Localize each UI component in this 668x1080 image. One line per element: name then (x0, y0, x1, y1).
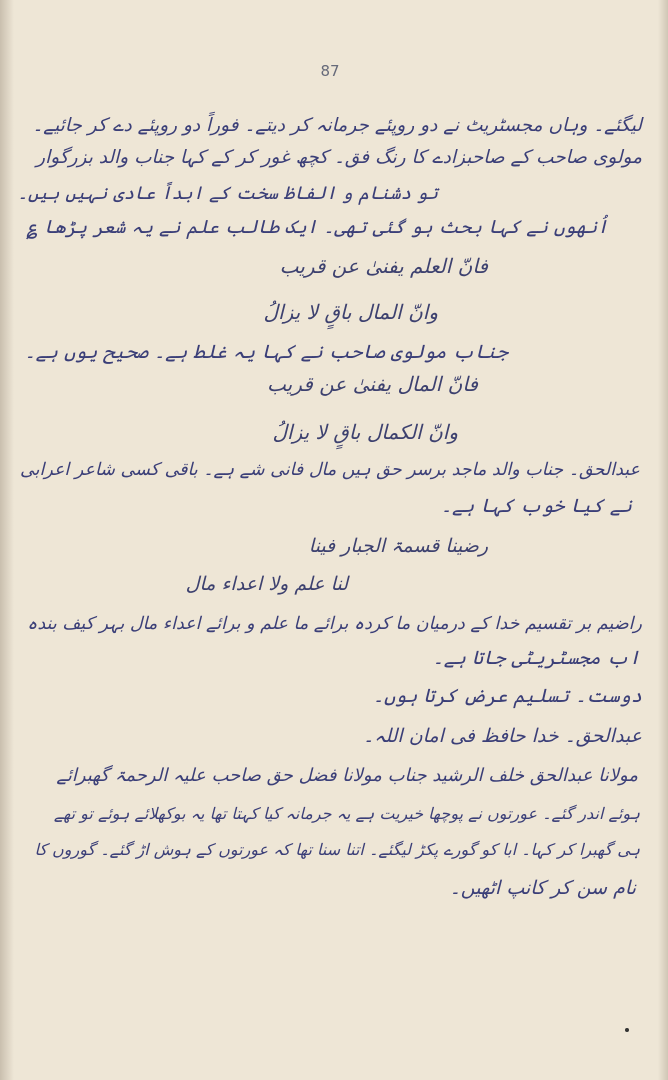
verse-line: رضینا قسمۃ الجبار فینا (308, 535, 488, 557)
text-line: تو دشنام و الفاظ سخت کے ابداً عادی نہیں ہیں۔ (17, 183, 438, 204)
text-line: لیگئے۔ وہاں مجسٹریٹ نے دو روپئے جرمانہ کر دیتے۔ فوراً دو روپئے دے کر جائیے۔ (32, 115, 642, 136)
verse-line: فانّ المال یفنیٰ عن قریب (267, 372, 478, 396)
text-line: ہوئے اندر گئے۔ عورتوں نے پوچھا خیریت ہے یہ جرمانہ کیا کہتا تھا یہ بوکھلائے ہوئے تو تھے (53, 804, 640, 823)
text-line: مولانا عبدالحق خلف الرشید جناب مولانا فضل حق صاحب علیہ الرحمۃ گھبرائے (56, 765, 638, 786)
text-line: ہی گھبرا کر کہا۔ ابا کو گورے پکڑ لیگئے۔ اتنا سنا تھا کہ عورتوں کے ہوش اڑ گئے۔ گوروں کا (34, 840, 640, 859)
verse-line: وانّ المال باقٍ لا یزالُ (263, 300, 438, 324)
text-line: راضیم بر تقسیم خدا کے درمیان ما کردہ برائے ما علم و برائے اعداء مال بہر کیف بندہ (27, 614, 642, 634)
page-edge-left (0, 0, 14, 1080)
page-edge-right (658, 0, 668, 1080)
text-line: نام سن کر کانپ اٹھیں۔ (449, 877, 636, 899)
text-line: عبدالحق۔ خدا حافظ فی امان اللہ۔ (363, 725, 642, 747)
verse-line: وانّ الکمال باقٍ لا یزالُ (272, 420, 458, 444)
text-line: اُنھوں نے کہا بحث ہو گئی تھی۔ ایک طالب علم نے یہ شعر پڑھا ؏ (27, 217, 608, 238)
text-line: اب مجسٹریٹی جاتا ہے۔ (432, 647, 640, 669)
verse-line: لنا علم ولا اعداء مال (185, 573, 348, 595)
verse-line: فانّ العلم یفنیٰ عن قریب (279, 254, 488, 278)
text-line: دوست۔ تسلیم عرض کرتا ہوں۔ (372, 685, 642, 707)
text-line: مولوی صاحب کے صاحبزادے کا رنگ فق۔ کچھ غور کر کے کہا جناب والد بزرگوار (36, 147, 642, 168)
text-line: عبدالحق۔ جناب والد ماجد برسر حق ہیں مال فانی شے ہے۔ باقی کسی شاعر اعرابی (20, 460, 640, 480)
page-number: 87 (320, 62, 340, 80)
text-line: نے کیا خوب کہا ہے۔ (440, 495, 632, 517)
scan-speck (625, 1028, 629, 1032)
text-line: جناب مولوی صاحب نے کہا یہ غلط ہے۔ صحیح یوں ہے۔ (24, 341, 508, 363)
